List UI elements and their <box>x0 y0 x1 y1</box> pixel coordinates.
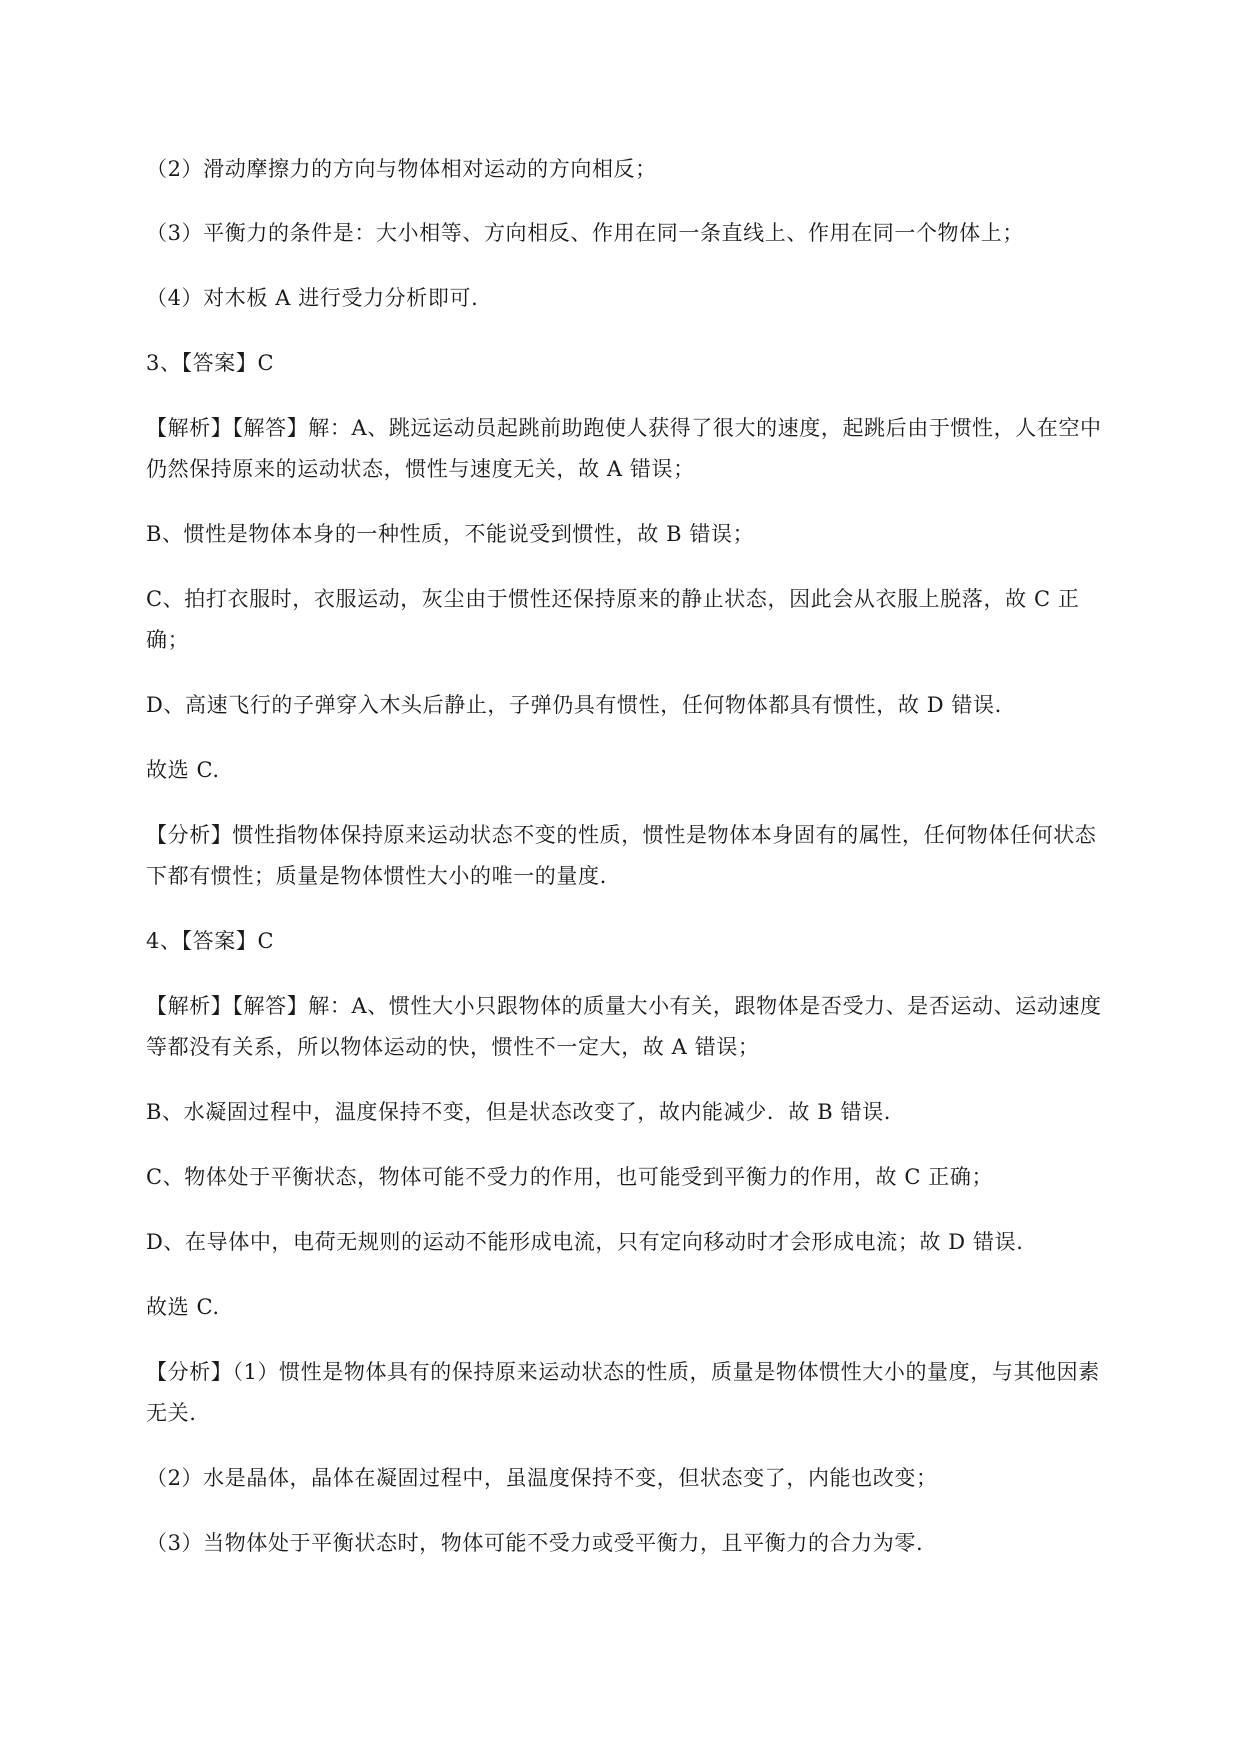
text-line: 下都有惯性；质量是物体惯性大小的唯一的量度. <box>146 864 607 888</box>
text-line: D、在导体中，电荷无规则的运动不能形成电流，只有定向移动时才会形成电流；故 D 错误. <box>146 1230 1024 1254</box>
text-line: 【解析】【解答】解：A、跳远运动员起跳前助跑使人获得了很大的速度，起跳后由于惯性，人在空中 <box>146 416 1102 440</box>
text-line: D、高速飞行的子弹穿入木头后静止，子弹仍具有惯性，任何物体都具有惯性，故 D 错误. <box>146 693 1002 717</box>
text-line: （3）平衡力的条件是：大小相等、方向相反、作用在同一条直线上、作用在同一个物体上； <box>146 221 1024 245</box>
text-line: 无关. <box>146 1401 197 1425</box>
text-line: C、拍打衣服时，衣服运动，灰尘由于惯性还保持原来的静止状态，因此会从衣服上脱落，故 C 正 <box>146 587 1080 611</box>
text-line: （3）当物体处于平衡状态时，物体可能不受力或受平衡力，且平衡力的合力为零. <box>146 1531 924 1555</box>
text-line: 确； <box>146 628 190 652</box>
text-line: 等都没有关系，所以物体运动的快，惯性不一定大，故 A 错误； <box>146 1035 760 1059</box>
text-line: （2）水是晶体，晶体在凝固过程中，虽温度保持不变，但状态变了，内能也改变； <box>146 1466 938 1490</box>
text-line: 【分析】惯性指物体保持原来运动状态不变的性质，惯性是物体本身固有的属性，任何物体任何状态 <box>146 823 1097 847</box>
text-line: B、惯性是物体本身的一种性质，不能说受到惯性，故 B 错误； <box>146 522 755 546</box>
text-line: 【分析】（1）惯性是物体具有的保持原来运动状态的性质，质量是物体惯性大小的量度，与其他因素 <box>146 1360 1100 1384</box>
text-line: C、物体处于平衡状态，物体可能不受力的作用，也可能受到平衡力的作用，故 C 正确； <box>146 1165 994 1189</box>
answer-heading: 3、【答案】C <box>146 351 275 375</box>
text-line: B、水凝固过程中，温度保持不变，但是状态改变了，故内能减少．故 B 错误. <box>146 1100 892 1124</box>
text-line: 故选 C. <box>146 758 220 782</box>
text-line: （4）对木板 A 进行受力分析即可. <box>146 286 479 310</box>
answer-heading: 4、【答案】C <box>146 929 275 953</box>
text-line: 【解析】【解答】解：A、惯性大小只跟物体的质量大小有关，跟物体是否受力、是否运动、运动速度 <box>146 994 1102 1018</box>
text-line: （2）滑动摩擦力的方向与物体相对运动的方向相反； <box>146 157 657 181</box>
text-line: 仍然保持原来的运动状态，惯性与速度无关，故 A 错误； <box>146 457 695 481</box>
text-line: 故选 C. <box>146 1295 220 1319</box>
